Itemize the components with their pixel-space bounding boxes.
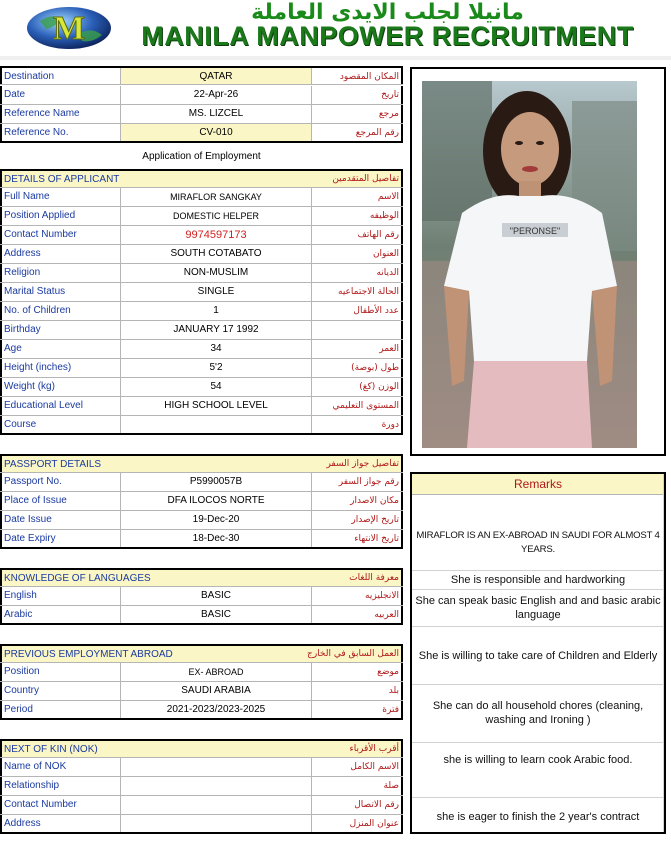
row-label: Date Expiry bbox=[0, 530, 121, 547]
row-value: SINGLE bbox=[121, 283, 312, 301]
row-value: BASIC bbox=[121, 606, 312, 623]
section-title-arabic: معرفة اللغات bbox=[312, 570, 403, 586]
section-title-arabic: تفاصيل المتقدمين bbox=[312, 171, 403, 187]
applicant-row bbox=[0, 302, 403, 321]
row-label: Reference No. bbox=[0, 124, 121, 141]
row-label: Contact Number bbox=[0, 226, 121, 244]
row-label: English bbox=[0, 587, 121, 605]
section-title-arabic: العمل السابق في الخارج bbox=[312, 646, 403, 662]
remark-item: MIRAFLOR IS AN EX-ABROAD IN SAUDI FOR ALMOST 4 YEARS. bbox=[416, 530, 660, 555]
row-value: BASIC bbox=[121, 587, 312, 605]
row-value bbox=[121, 758, 312, 776]
row-label: Educational Level bbox=[0, 397, 121, 415]
reference-no-row bbox=[0, 124, 403, 143]
section-title: DETAILS OF APPLICANT bbox=[0, 171, 312, 187]
applicant-row bbox=[0, 188, 403, 207]
remark-item: she is eager to finish the 2 year's contract bbox=[436, 811, 640, 823]
applicant-row bbox=[0, 359, 403, 378]
row-arabic-label: رقم الاتصال bbox=[312, 796, 403, 814]
applicant-row bbox=[0, 397, 403, 416]
english-company-title: MANILA MANPOWER RECRUITMENT bbox=[141, 21, 634, 51]
section-title: PREVIOUS EMPLOYMENT ABROAD bbox=[0, 646, 312, 662]
row-value: MIRAFLOR SANGKAY bbox=[121, 188, 312, 206]
row-arabic-label: عنوان المنزل bbox=[312, 815, 403, 832]
form-title: Application of Employment bbox=[142, 151, 261, 162]
application-form bbox=[0, 66, 403, 836]
remarks-panel bbox=[410, 472, 666, 834]
row-label: Religion bbox=[0, 264, 121, 282]
applicant-row bbox=[0, 321, 403, 340]
nok-section-header bbox=[0, 739, 403, 758]
row-arabic-label: الوظيفه bbox=[312, 207, 403, 225]
row-label: Arabic bbox=[0, 606, 121, 623]
row-label: Reference Name bbox=[0, 105, 121, 123]
row-value bbox=[121, 777, 312, 795]
row-value: 5'2 bbox=[121, 359, 312, 377]
passport-row bbox=[0, 492, 403, 511]
row-arabic-label: المكان المقصود bbox=[312, 68, 403, 84]
row-arabic-label: رقم جواز السفر bbox=[312, 473, 403, 491]
passport-row bbox=[0, 530, 403, 549]
row-label: Contact Number bbox=[0, 796, 121, 814]
languages-row bbox=[0, 587, 403, 606]
row-label: Address bbox=[0, 815, 121, 832]
row-value: 2021-2023/2023-2025 bbox=[121, 701, 312, 718]
nok-row bbox=[0, 815, 403, 834]
row-value: 34 bbox=[121, 340, 312, 358]
section-title: KNOWLEDGE OF LANGUAGES bbox=[0, 570, 312, 586]
date-row bbox=[0, 86, 403, 105]
row-label: Course bbox=[0, 416, 121, 433]
row-arabic-label: الوزن (كغ) bbox=[312, 378, 403, 396]
row-arabic-label: صلة bbox=[312, 777, 403, 795]
remark-item: she is willing to learn cook Arabic food. bbox=[443, 754, 633, 766]
header-divider bbox=[0, 56, 671, 60]
row-value: 19-Dec-20 bbox=[121, 511, 312, 529]
row-label: Address bbox=[0, 245, 121, 263]
passport-row bbox=[0, 511, 403, 530]
row-arabic-label: مكان الاصدار bbox=[312, 492, 403, 510]
row-value: QATAR bbox=[121, 68, 312, 84]
row-value: CV-010 bbox=[121, 124, 312, 141]
employment-row bbox=[0, 682, 403, 701]
row-arabic-label: العربيه bbox=[312, 606, 403, 623]
section-title-arabic: تفاصيل جواز السفر bbox=[312, 456, 403, 472]
row-value: 1 bbox=[121, 302, 312, 320]
row-arabic-label: تاريخ الانتهاء bbox=[312, 530, 403, 547]
row-arabic-label: بلد bbox=[312, 682, 403, 700]
applicant-row bbox=[0, 378, 403, 397]
row-value: HIGH SCHOOL LEVEL bbox=[121, 397, 312, 415]
applicant-row bbox=[0, 283, 403, 302]
logo-letter: M bbox=[52, 10, 86, 47]
remark-item: She is willing to take care of Children and Elderly bbox=[418, 650, 658, 662]
row-value: EX- ABROAD bbox=[121, 663, 312, 681]
row-arabic-label bbox=[312, 321, 403, 339]
languages-row bbox=[0, 606, 403, 625]
passport-row bbox=[0, 473, 403, 492]
row-value: JANUARY 17 1992 bbox=[121, 321, 312, 339]
row-value: 9974597173 bbox=[121, 226, 312, 244]
row-arabic-label: عدد الأطفال bbox=[312, 302, 403, 320]
row-arabic-label: المستوى التعليمي bbox=[312, 397, 403, 415]
row-label: Passport No. bbox=[0, 473, 121, 491]
section-title-arabic: أقرب الأقرباء bbox=[312, 741, 403, 757]
row-arabic-label: مرجع bbox=[312, 105, 403, 123]
employment-row bbox=[0, 663, 403, 682]
row-value bbox=[121, 815, 312, 832]
row-arabic-label: فترة bbox=[312, 701, 403, 718]
applicant-photo-frame bbox=[410, 67, 666, 456]
row-value: 22-Apr-26 bbox=[121, 86, 312, 104]
remark-item: She can do all household chores (cleaning, washing and Ironing ) bbox=[432, 700, 644, 726]
nok-row bbox=[0, 758, 403, 777]
languages-section-header bbox=[0, 568, 403, 587]
employment-row bbox=[0, 701, 403, 720]
applicant-section-header bbox=[0, 169, 403, 188]
form-title-row bbox=[0, 147, 403, 166]
row-label: Destination bbox=[0, 68, 121, 84]
row-label: Birthday bbox=[0, 321, 121, 339]
row-arabic-label: رقم الهاتف bbox=[312, 226, 403, 244]
arabic-company-title: مانيلا لجلب الايدى العاملة bbox=[251, 0, 524, 25]
row-label: Marital Status bbox=[0, 283, 121, 301]
applicant-row bbox=[0, 264, 403, 283]
applicant-photo bbox=[422, 81, 637, 448]
row-value: 54 bbox=[121, 378, 312, 396]
row-label: Position bbox=[0, 663, 121, 681]
remark-item: She is responsible and hardworking bbox=[450, 574, 626, 586]
row-label: Period bbox=[0, 701, 121, 718]
row-value: NON-MUSLIM bbox=[121, 264, 312, 282]
applicant-row bbox=[0, 245, 403, 264]
row-arabic-label: الحالة الاجتماعيه bbox=[312, 283, 403, 301]
section-title: NEXT OF KIN (NOK) bbox=[0, 741, 312, 757]
shirt-print: "PERONSE" bbox=[509, 226, 561, 236]
row-value: SAUDI ARABIA bbox=[121, 682, 312, 700]
row-arabic-label: الانجليزيه bbox=[312, 587, 403, 605]
reference-name-row bbox=[0, 105, 403, 124]
employment-section-header bbox=[0, 644, 403, 663]
remarks-title: Remarks bbox=[412, 474, 664, 495]
row-arabic-label: موضع bbox=[312, 663, 403, 681]
applicant-row bbox=[0, 340, 403, 359]
row-arabic-label: تاريخ bbox=[312, 86, 403, 104]
row-label: Weight (kg) bbox=[0, 378, 121, 396]
row-arabic-label: العمر bbox=[312, 340, 403, 358]
row-label: Name of NOK bbox=[0, 758, 121, 776]
row-arabic-label: رقم المرجع bbox=[312, 124, 403, 141]
row-value bbox=[121, 416, 312, 433]
row-value: 18-Dec-30 bbox=[121, 530, 312, 547]
row-label: Position Applied bbox=[0, 207, 121, 225]
applicant-row bbox=[0, 416, 403, 435]
row-label: No. of Children bbox=[0, 302, 121, 320]
row-value: MS. LIZCEL bbox=[121, 105, 312, 123]
row-label: Full Name bbox=[0, 188, 121, 206]
nok-row bbox=[0, 777, 403, 796]
row-value: DFA ILOCOS NORTE bbox=[121, 492, 312, 510]
row-arabic-label: الاسم الكامل bbox=[312, 758, 403, 776]
row-value: P5990057B bbox=[121, 473, 312, 491]
row-arabic-label: تاريخ الإصدار bbox=[312, 511, 403, 529]
passport-section-header bbox=[0, 454, 403, 473]
company-logo bbox=[26, 5, 112, 51]
section-title: PASSPORT DETAILS bbox=[0, 456, 312, 472]
destination-row bbox=[0, 66, 403, 85]
row-label: Place of Issue bbox=[0, 492, 121, 510]
row-label: Date Issue bbox=[0, 511, 121, 529]
row-arabic-label: دورة bbox=[312, 416, 403, 433]
row-value: DOMESTIC HELPER bbox=[121, 207, 312, 225]
row-value: SOUTH COTABATO bbox=[121, 245, 312, 263]
row-arabic-label: طول (بوصة) bbox=[312, 359, 403, 377]
row-arabic-label: الديانه bbox=[312, 264, 403, 282]
row-arabic-label: الاسم bbox=[312, 188, 403, 206]
row-arabic-label: العنوان bbox=[312, 245, 403, 263]
applicant-row bbox=[0, 207, 403, 226]
nok-row bbox=[0, 796, 403, 815]
row-label: Relationship bbox=[0, 777, 121, 795]
remark-item: She can speak basic English and and basic arabic language bbox=[415, 595, 661, 621]
applicant-row bbox=[0, 226, 403, 245]
row-label: Age bbox=[0, 340, 121, 358]
row-label: Country bbox=[0, 682, 121, 700]
row-value bbox=[121, 796, 312, 814]
row-label: Height (inches) bbox=[0, 359, 121, 377]
row-label: Date bbox=[0, 86, 121, 104]
